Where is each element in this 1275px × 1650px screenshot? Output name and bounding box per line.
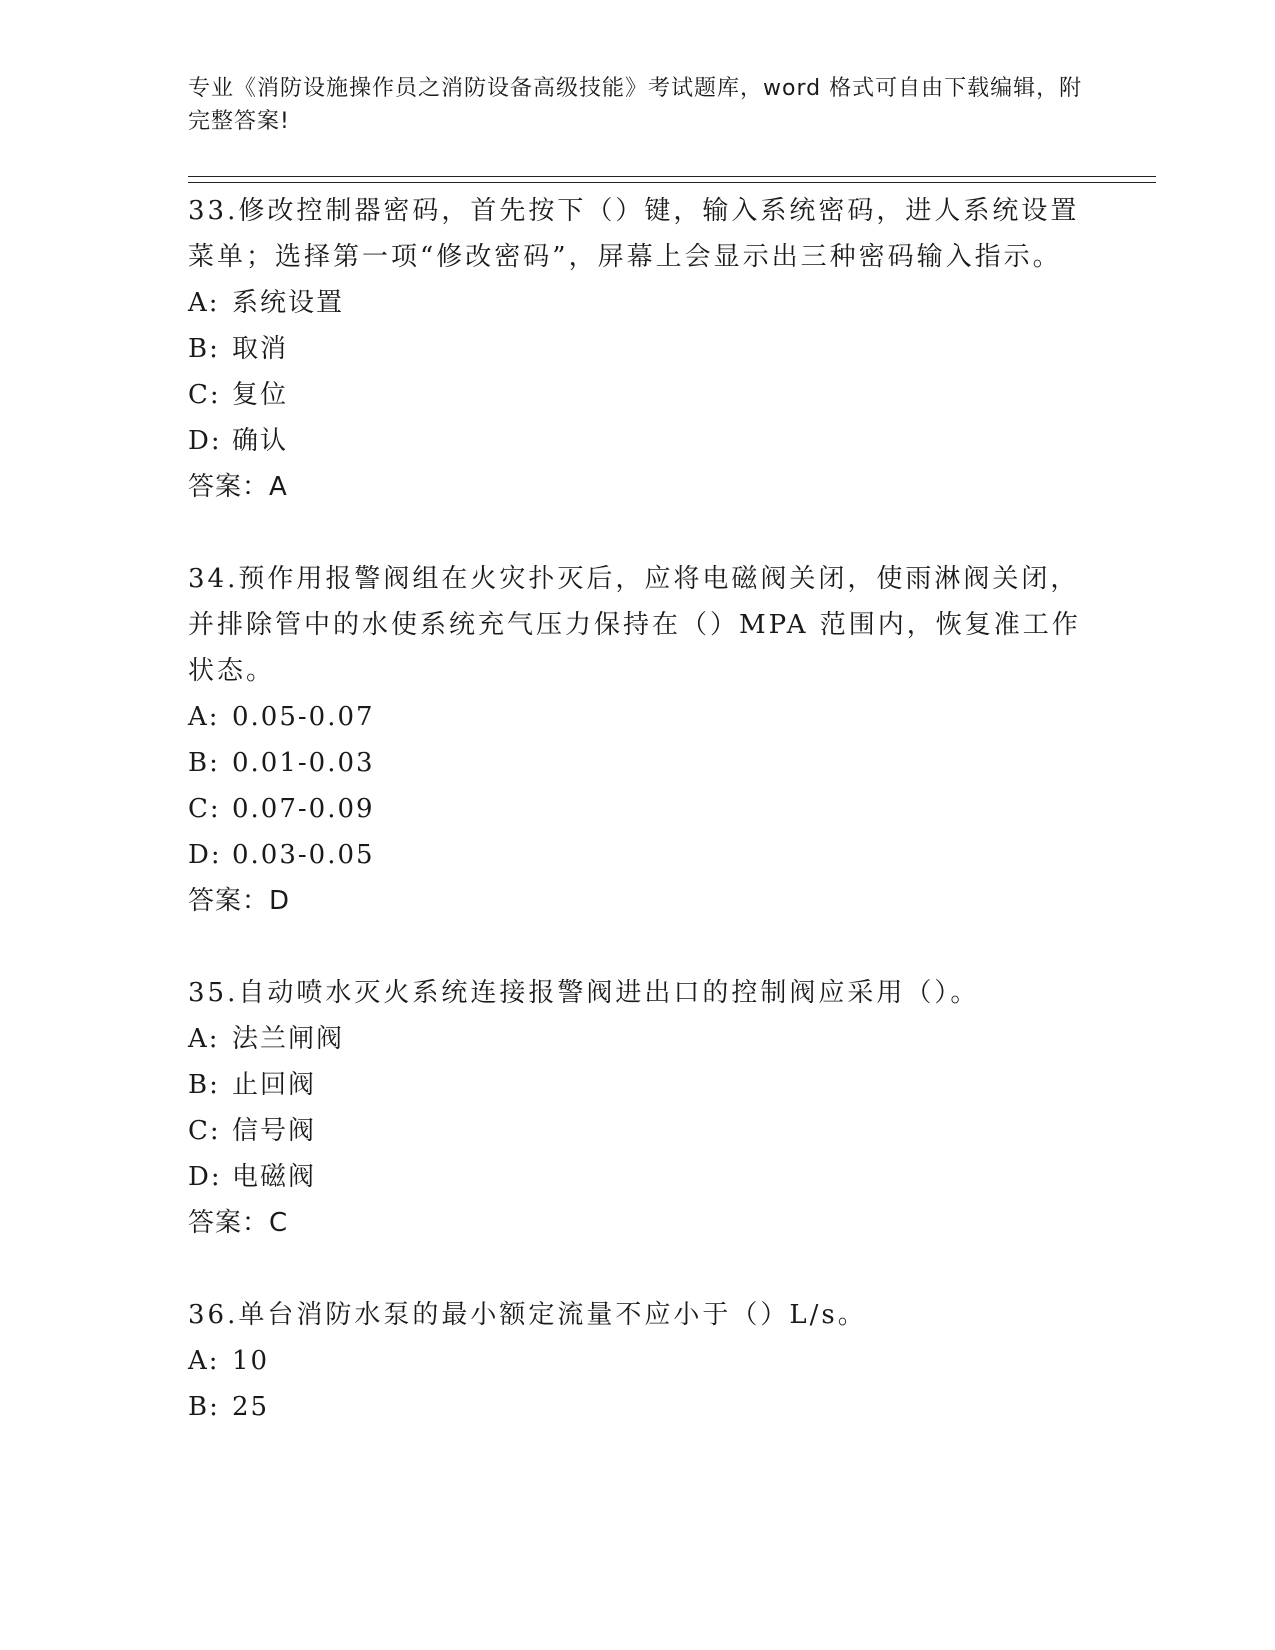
question-stem: 33.修改控制器密码，首先按下（）键，输入系统密码，进人系统设置菜单；选择第一项“修改密码”，屏幕上会显示出三种密码输入指示。: [188, 196, 1080, 272]
option-key: B:: [188, 334, 220, 364]
option-text: 信号阀: [232, 1116, 317, 1146]
header-divider-top: [188, 176, 1156, 177]
question-stem: 34.预作用报警阀组在火灾扑灭后，应将电磁阀关闭，使雨淋阀关闭，并排除管中的水使系统充气压力保持在（）MPA 范围内，恢复准工作状态。: [188, 564, 1081, 686]
option-text: 0.01-0.03: [232, 748, 375, 778]
answer: 答案：C: [188, 1208, 289, 1238]
option-text: 确认: [232, 426, 289, 456]
option-text: 25: [232, 1392, 270, 1422]
option-text: 0.07-0.09: [232, 794, 375, 824]
question-spacer: [188, 510, 1088, 556]
option-key: A:: [188, 1024, 220, 1054]
question-spacer: [188, 924, 1088, 970]
question-list: [188, 188, 1088, 1430]
option-key: C:: [188, 1116, 221, 1146]
question-35: [188, 970, 1088, 1246]
option-text: 10: [232, 1346, 270, 1376]
option-text: 电磁阀: [232, 1162, 317, 1192]
option-c: [188, 786, 1088, 832]
option-text: 取消: [232, 334, 289, 364]
option-d: [188, 1154, 1088, 1200]
answer: 答案：D: [188, 886, 291, 916]
option-b: [188, 740, 1088, 786]
option-a: [188, 1016, 1088, 1062]
question-34: [188, 556, 1088, 924]
option-key: D:: [188, 1162, 222, 1192]
option-d: [188, 832, 1088, 878]
option-text: 复位: [232, 380, 289, 410]
question-stem: 36.单台消防水泵的最小额定流量不应小于（）L/s。: [188, 1300, 867, 1330]
option-key: A:: [188, 1346, 220, 1376]
option-key: D:: [188, 426, 222, 456]
option-key: B:: [188, 748, 220, 778]
question-36: [188, 1292, 1088, 1430]
option-text: 止回阀: [232, 1070, 317, 1100]
option-c: [188, 372, 1088, 418]
question-spacer: [188, 1246, 1088, 1292]
option-key: C:: [188, 794, 221, 824]
header-divider-bottom: [188, 182, 1156, 183]
question-stem: 35.自动喷水灭火系统连接报警阀进出口的控制阀应采用（）。: [188, 978, 980, 1008]
option-a: [188, 280, 1088, 326]
option-text: 法兰闸阀: [232, 1024, 345, 1054]
option-b: [188, 326, 1088, 372]
option-key: D:: [188, 840, 222, 870]
option-text: 0.05-0.07: [232, 702, 375, 732]
option-key: B:: [188, 1070, 220, 1100]
option-key: C:: [188, 380, 221, 410]
question-33: [188, 188, 1088, 510]
option-text: 系统设置: [232, 288, 345, 318]
option-key: B:: [188, 1392, 220, 1422]
option-b: [188, 1384, 1088, 1430]
answer: 答案：A: [188, 472, 288, 502]
option-key: A:: [188, 288, 220, 318]
option-b: [188, 1062, 1088, 1108]
option-key: A:: [188, 702, 220, 732]
option-text: 0.03-0.05: [232, 840, 375, 870]
option-c: [188, 1108, 1088, 1154]
option-a: [188, 694, 1088, 740]
document-header: 专业《消防设施操作员之消防设备高级技能》考试题库，word 格式可自由下载编辑，附完整答案!: [188, 76, 1083, 134]
option-d: [188, 418, 1088, 464]
option-a: [188, 1338, 1088, 1384]
